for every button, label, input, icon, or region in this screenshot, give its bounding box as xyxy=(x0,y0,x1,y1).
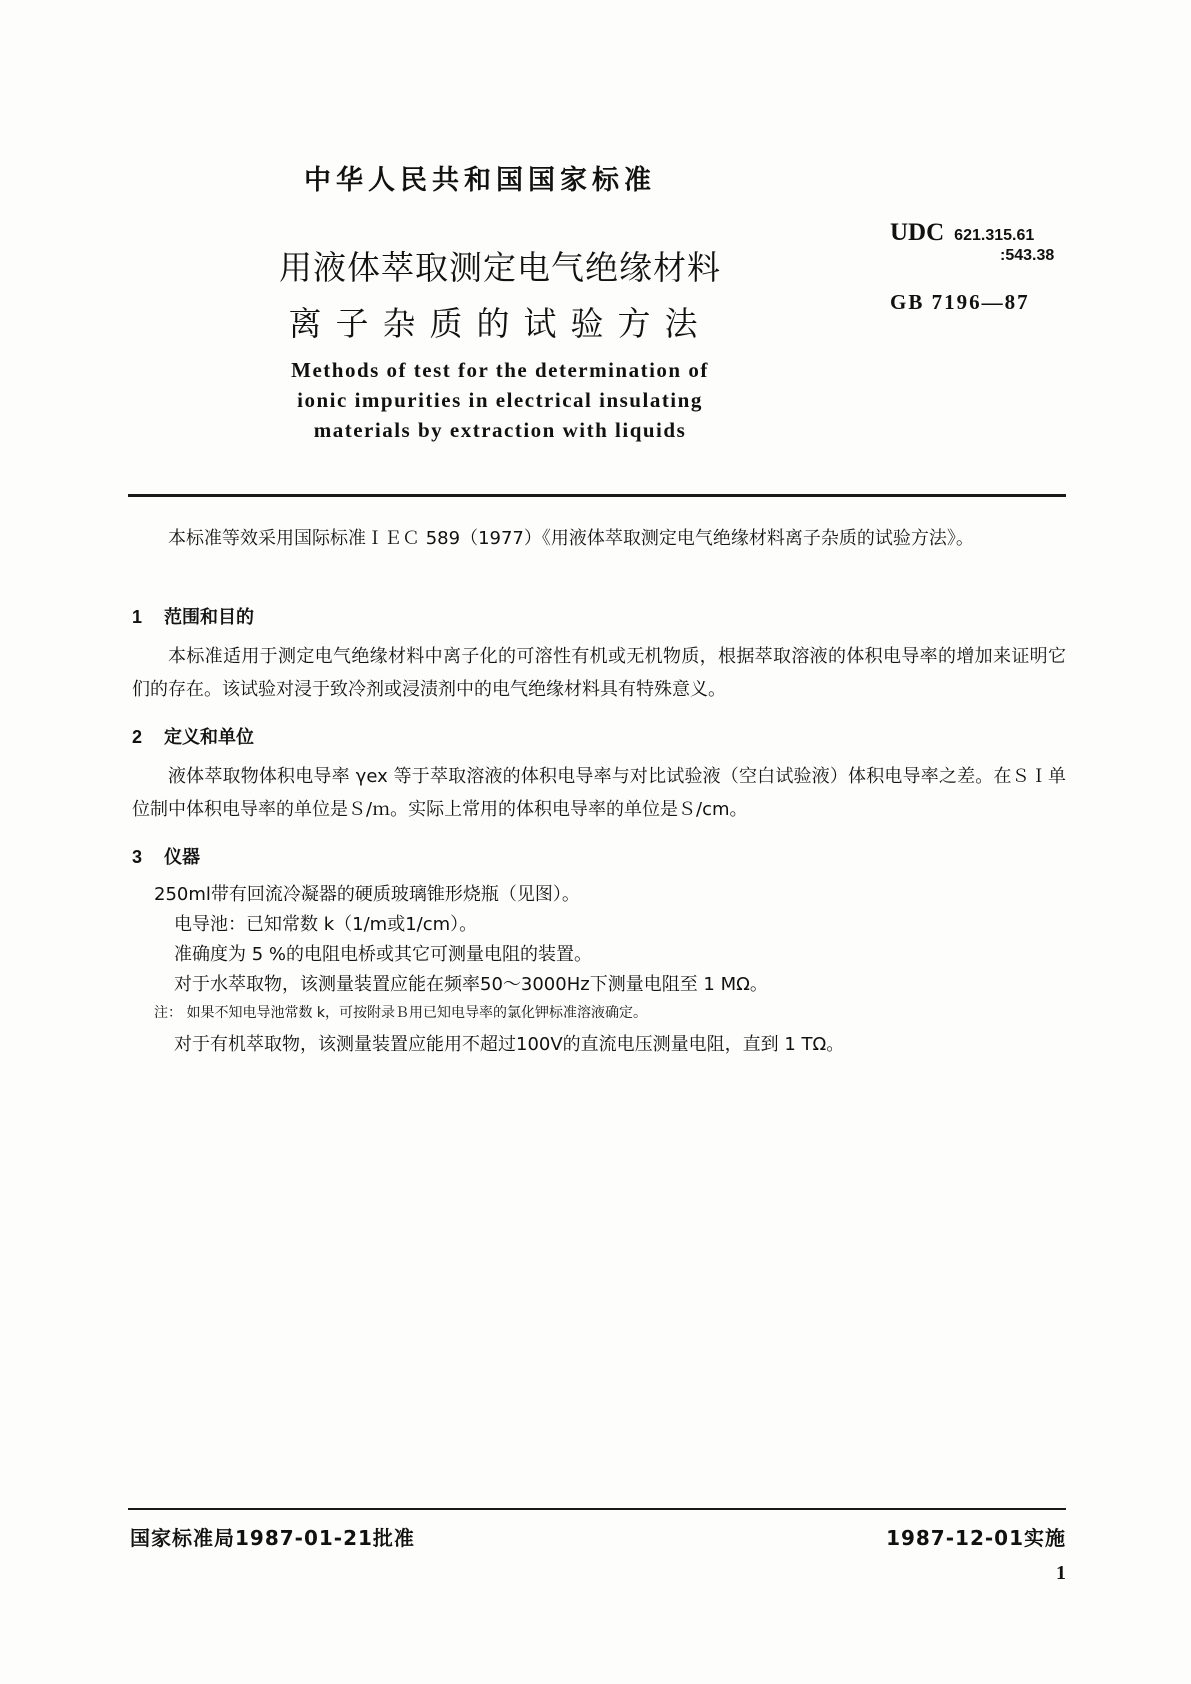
instrument-item: 电导池：已知常数 k（1/m或1/cm）。 xyxy=(174,914,478,935)
english-title-line-2: ionic impurities in electrical insulating xyxy=(297,388,703,412)
section-title: 范围和目的 xyxy=(164,607,254,628)
chinese-title-line-2: 离子杂质的试验方法 xyxy=(288,304,712,343)
udc-number: 621.315.61 xyxy=(954,227,1035,244)
section-3-heading xyxy=(132,843,200,869)
english-title-line-1: Methods of test for the determination of xyxy=(291,358,709,382)
chinese-title-line-1: 用液体萃取测定电气绝缘材料 xyxy=(279,248,721,287)
approval-date: 国家标准局1987-01-21批准 xyxy=(130,1526,415,1550)
section-2-paragraph: 液体萃取物体积电导率 γex 等于萃取溶液的体积电导率与对比试验液（空白试验液）体积电导率之差。在ＳＩ单位制中体积电导率的单位是Ｓ/ｍ。实际上常用的体积电导率的单位是Ｓ/cm。 xyxy=(132,766,1066,820)
section-number: 3 xyxy=(132,847,143,867)
section-number: 2 xyxy=(132,727,143,747)
standard-title: 中华人民共和国国家标准 xyxy=(304,165,656,196)
udc-label: UDC xyxy=(890,219,945,246)
gb-code: GB 7196—87 xyxy=(890,290,1030,314)
udc-continuation: :543.38 xyxy=(1000,247,1055,264)
intro-paragraph: 本标准等效采用国际标准ＩＥＣ 589（1977）《用液体萃取测定电气绝缘材料离子杂质的试验方法》。 xyxy=(168,528,974,549)
header-divider xyxy=(128,494,1066,497)
instrument-item: 准确度为 5 %的电阻电桥或其它可测量电阻的装置。 xyxy=(174,944,592,965)
implementation-date: 1987-12-01实施 xyxy=(886,1526,1066,1550)
instrument-note: 注： 如果不知电导池常数 k，可按附录Ｂ用已知电导率的氯化钾标准溶液确定。 xyxy=(154,1005,648,1021)
section-number: 1 xyxy=(132,607,143,627)
section-1-heading xyxy=(132,603,254,629)
instrument-item: 250ml带有回流冷凝器的硬质玻璃锥形烧瓶（见图）。 xyxy=(154,884,580,905)
section-1-paragraph: 本标准适用于测定电气绝缘材料中离子化的可溶性有机或无机物质，根据萃取溶液的体积电导率的增加来证明它们的存在。该试验对浸于致冷剂或浸渍剂中的电气绝缘材料具有特殊意义。 xyxy=(132,646,1066,700)
section-title: 仪器 xyxy=(164,847,200,868)
footer-divider xyxy=(128,1508,1066,1510)
section-2-heading xyxy=(132,723,254,749)
instrument-item: 对于有机萃取物，该测量装置应能用不超过100V的直流电压测量电阻，直到 1 TΩ。 xyxy=(174,1034,845,1055)
instrument-item: 对于水萃取物，该测量装置应能在频率50～3000Hz下测量电阻至 1 MΩ。 xyxy=(174,974,768,995)
page-number: 1 xyxy=(1056,1562,1066,1584)
section-title: 定义和单位 xyxy=(164,727,254,748)
english-title-line-3: materials by extraction with liquids xyxy=(313,418,687,442)
